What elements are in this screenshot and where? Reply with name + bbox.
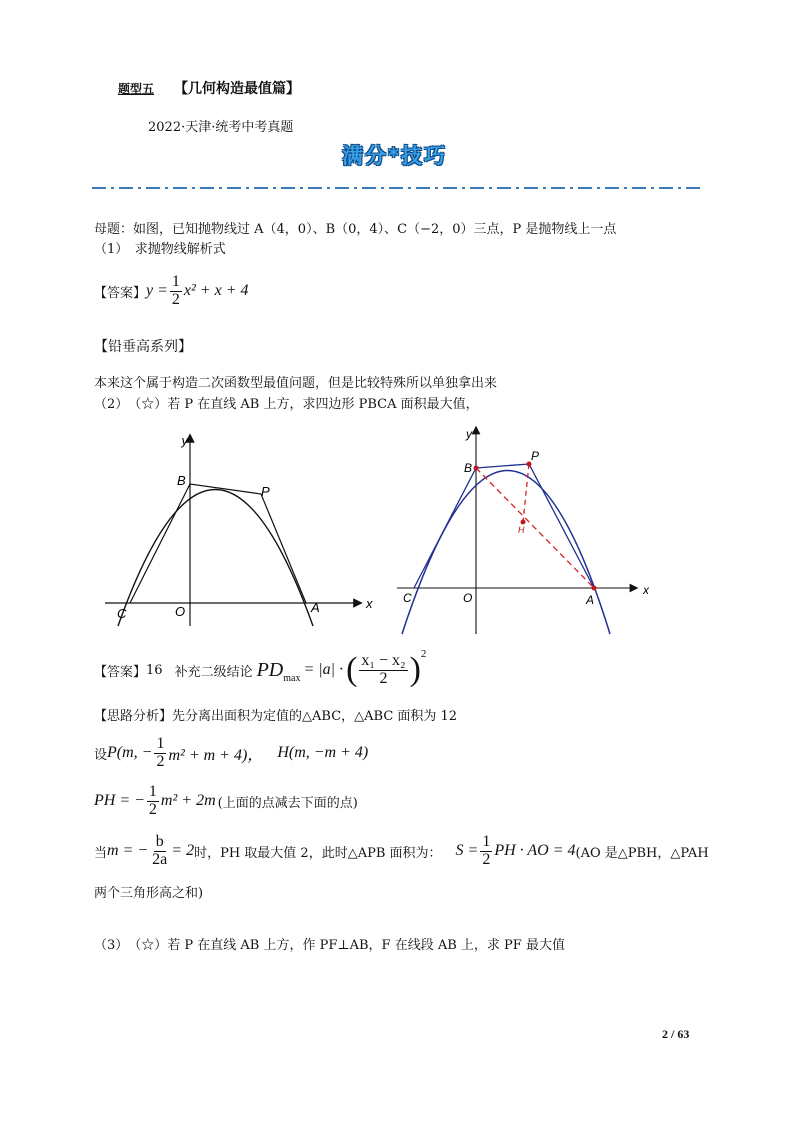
fraction-numerator: 1 xyxy=(171,273,180,290)
answer-fraction xyxy=(170,274,182,309)
answer-2 xyxy=(94,648,426,692)
page-number: 2 / 63 xyxy=(662,1027,690,1041)
m-fraction xyxy=(150,834,169,869)
m-expr: m = − xyxy=(107,842,149,860)
answer-value: 16 xyxy=(146,662,163,678)
ph-fraction xyxy=(147,784,159,819)
point-label-b: B xyxy=(177,473,186,488)
answer-lhs: y = xyxy=(146,282,168,300)
fraction-numerator: b xyxy=(155,833,164,850)
fraction-numerator: 1 xyxy=(148,783,157,800)
point-label-p: P xyxy=(261,484,270,499)
question-3: （3） （☆）若 P 在直线 AB 上方，作 PF⊥AB，F 在线段 AB 上，求 PF 最大值 xyxy=(94,938,565,953)
point-label-c: C xyxy=(117,606,127,621)
origin-label: O xyxy=(463,591,473,605)
point-label-a: A xyxy=(311,600,320,615)
answer-1 xyxy=(94,274,249,309)
fraction-numerator: 1 xyxy=(482,833,491,850)
section-title: 【几何构造最值篇】 xyxy=(174,81,300,97)
set-prefix: 设 xyxy=(94,747,108,763)
analysis-text: 先分离出面积为定值的△ABC，△ABC 面积为 12 xyxy=(172,709,458,724)
analysis-set-line xyxy=(94,736,368,771)
p-expr-start: P(m, − xyxy=(107,744,153,762)
left-paren: ( xyxy=(346,651,358,688)
answer-label: 【答案】 xyxy=(94,285,147,301)
point-label-b: B xyxy=(464,461,473,475)
analysis-label: 【思路分析】 xyxy=(94,709,173,724)
formula-pd: PD xyxy=(256,658,284,681)
point-label-a: A xyxy=(586,593,595,607)
formula-subscript: max xyxy=(283,673,301,684)
parabola xyxy=(118,490,313,627)
ph-lhs: PH = − xyxy=(94,792,145,810)
point-label-c: C xyxy=(403,591,412,605)
fraction-denominator: 2 xyxy=(156,752,165,770)
quadrilateral-pbca xyxy=(130,484,306,603)
fraction-denominator: 2 xyxy=(482,850,491,868)
answer-rest: x² + x + 4 xyxy=(183,282,249,300)
ph-note: (上面的点减去下面的点) xyxy=(217,795,358,811)
x-label: x xyxy=(366,596,373,611)
h-expr: H(m, −m + 4) xyxy=(277,744,369,762)
point-label-p: P xyxy=(531,449,540,463)
fraction-numerator: x₁ − x₂ xyxy=(361,651,406,669)
figure-1 xyxy=(100,428,380,628)
x-label: x xyxy=(643,583,649,597)
analysis-line-1 xyxy=(94,705,457,724)
point-h xyxy=(521,520,526,525)
origin-label: O xyxy=(175,604,186,619)
segment-ph-dashed xyxy=(523,464,529,522)
s-lhs: S = xyxy=(455,842,479,860)
fraction-denominator: 2 xyxy=(171,290,180,308)
segment-ab-dashed xyxy=(476,468,594,588)
analysis-line-end: 两个三角形高之和) xyxy=(94,886,204,901)
point-a xyxy=(592,586,597,591)
divider-line xyxy=(92,184,704,192)
y-label: y xyxy=(181,433,188,448)
banner-title: 满分*技巧 xyxy=(342,144,447,168)
p-expr-fraction xyxy=(154,736,166,771)
formula-fraction xyxy=(359,653,407,688)
s-fraction xyxy=(480,834,492,869)
point-b xyxy=(474,466,479,471)
answer-note: 补充二级结论 xyxy=(174,664,253,680)
m-eq: = 2 xyxy=(171,842,195,860)
s-rest: PH · AO = 4 xyxy=(494,842,576,860)
figure-2 xyxy=(392,422,662,636)
formula-exponent: 2 xyxy=(420,648,427,660)
series-intro: 本来这个属于构造二次函数型最值问题，但是比较特殊所以单独拿出来 xyxy=(94,376,498,391)
question-2: （2） （☆）若 P 在直线 AB 上方，求四边形 PBCA 面积最大值， xyxy=(94,397,479,412)
source-line: 2022·天津·统考中考真题 xyxy=(148,120,294,135)
s-note: (AO 是△PBH，△PAH xyxy=(575,845,709,861)
fraction-denominator: 2a xyxy=(152,850,168,868)
analysis-ph-line xyxy=(94,784,358,819)
question-type-tag: 题型五 xyxy=(118,82,155,96)
series-title: 【铅垂高系列】 xyxy=(94,339,192,355)
y-label: y xyxy=(466,427,472,441)
ph-rest: m² + 2m xyxy=(160,792,216,810)
analysis-when-line xyxy=(94,834,709,869)
fraction-denominator: 2 xyxy=(148,800,157,818)
p-expr-end: m² + m + 4)， xyxy=(168,746,264,764)
formula-eq: = |a| · xyxy=(303,661,344,678)
mid-text: 时，PH 取最大值 2，此时△APB 面积为： xyxy=(194,845,442,861)
point-label-h: H xyxy=(518,525,525,535)
question-1: （1） 求抛物线解析式 xyxy=(94,242,226,257)
fraction-numerator: 1 xyxy=(156,735,165,752)
answer-label: 【答案】 xyxy=(94,664,147,680)
right-paren: ) xyxy=(409,651,421,688)
when-text: 当 xyxy=(94,845,108,861)
fraction-denominator: 2 xyxy=(379,669,388,687)
problem-stem: 母题：如图，已知抛物线过 A（4，0）、B（0，4）、C（−2，0）三点，P 是抛物线上一点 xyxy=(94,222,617,237)
